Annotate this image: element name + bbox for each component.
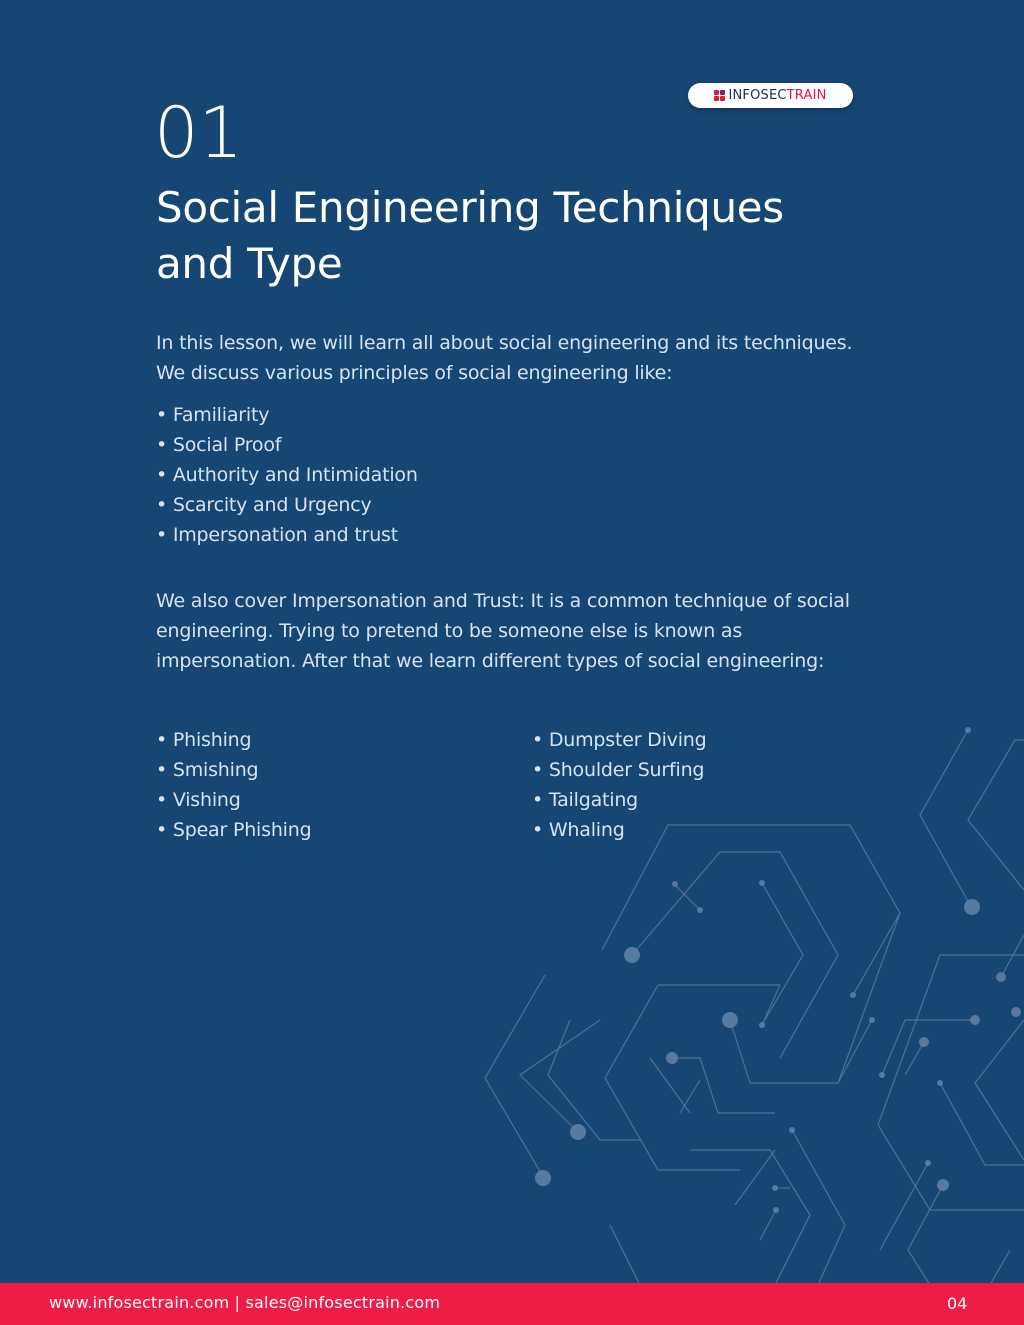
list-item: • Whaling <box>532 819 625 841</box>
types-list-left <box>156 725 496 845</box>
page-title <box>156 180 856 292</box>
logo-text-main: INFOSEC <box>728 88 787 103</box>
list-item: • Familiarity <box>156 404 270 426</box>
list-item: • Authority and Intimidation <box>156 464 418 486</box>
list-item: • Shoulder Surfing <box>532 759 705 781</box>
list-item: • Spear Phishing <box>156 819 312 841</box>
list-item: • Impersonation and trust <box>156 524 399 546</box>
title-line-1: Social Engineering Techniques <box>156 183 784 232</box>
impersonation-paragraph: We also cover Impersonation and Trust: It is a common technique of social engineering. Trying to pretend to be someone else is known as impersonation. After that we learn different types of social engineering: <box>156 590 850 672</box>
intro-paragraph: In this lesson, we will learn all about social engineering and its techniques. We discuss various principles of social engineering like: <box>156 332 853 384</box>
title-line-2: and Type <box>156 239 343 288</box>
list-item: • Tailgating <box>532 789 639 811</box>
logo-text-accent: TRAIN <box>786 88 827 103</box>
logo-text <box>728 88 826 103</box>
list-item: • Scarcity and Urgency <box>156 494 372 516</box>
principles-list <box>156 400 656 550</box>
logo-mark-icon <box>714 90 725 101</box>
brand-logo <box>688 83 853 108</box>
list-item: • Social Proof <box>156 434 282 456</box>
list-item: • Vishing <box>156 789 241 811</box>
page-number: 04 <box>947 1294 968 1313</box>
list-item: • Phishing <box>156 729 252 751</box>
chapter-number: 01 <box>154 92 244 174</box>
footer-bar <box>0 1283 1024 1325</box>
types-list-right <box>532 725 872 845</box>
footer-contact: www.infosectrain.com | sales@infosectrain.com <box>49 1293 441 1312</box>
list-item: • Smishing <box>156 759 259 781</box>
list-item: • Dumpster Diving <box>532 729 707 751</box>
